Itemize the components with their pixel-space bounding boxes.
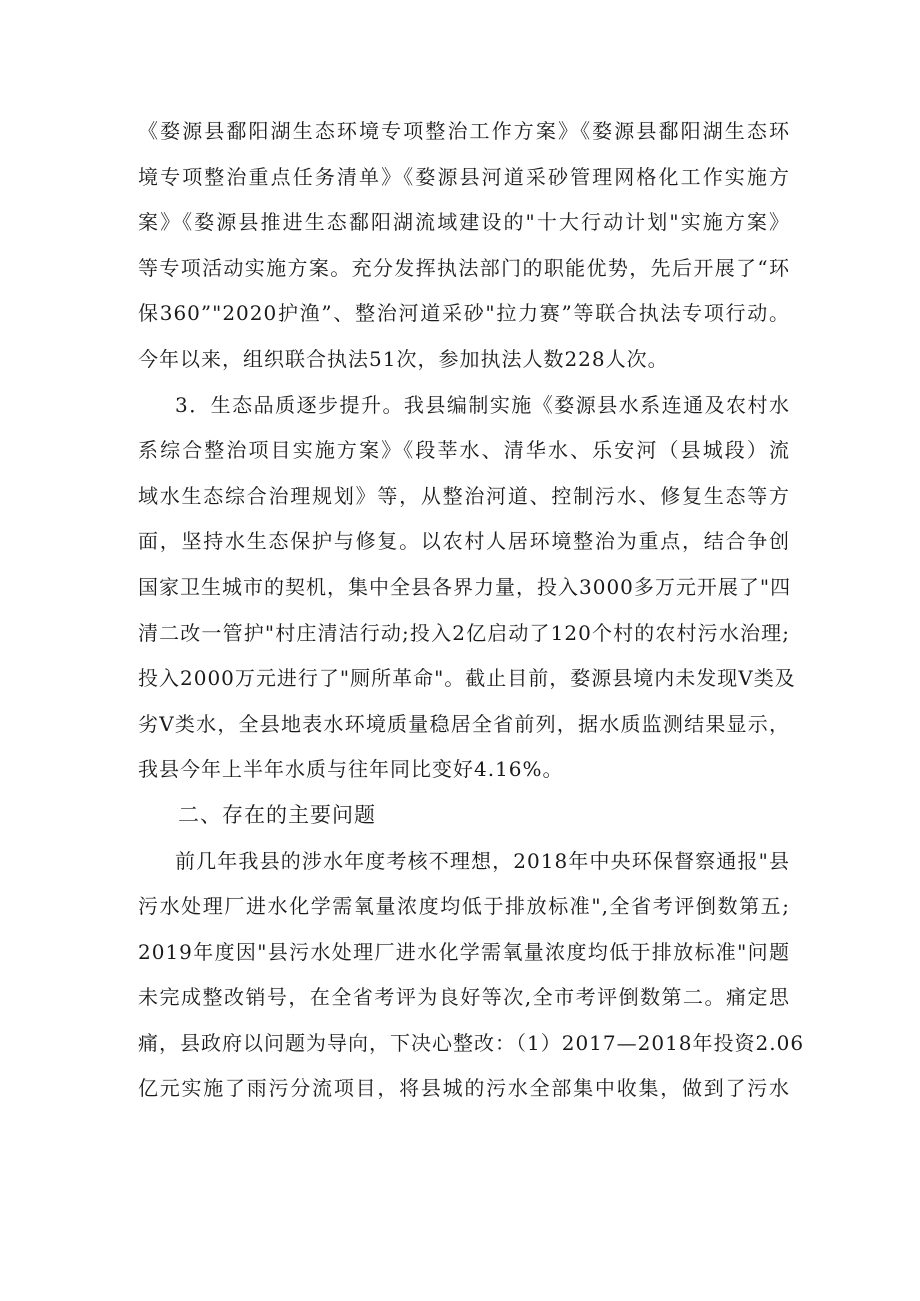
text-line: 2019年度因"县污水处理厂进水化学需氧量浓度均低于排放标准"问题 xyxy=(138,939,790,964)
text-line: 面，坚持水生态保护与修复。以农村人居环境整治为重点，结合争创 xyxy=(138,529,790,554)
text-line: 我县今年上半年水质与往年同比变好4.16%。 xyxy=(138,757,564,782)
paragraph-1 xyxy=(138,109,790,383)
text-line: 境专项整治重点任务清单》《婺源县河道采砂管理网格化工作实施方 xyxy=(138,164,790,189)
section-heading: 二、存在的主要问题 xyxy=(178,802,376,827)
text-line: 今年以来，组织联合执法51次，参加执法人数228人次。 xyxy=(138,346,669,371)
text-line: 国家卫生城市的契机，集中全县各界力量，投入3000多万元开展了"四 xyxy=(138,574,792,599)
text-line: 清二改一管护"村庄清洁行动;投入2亿启动了120个村的农村污水治理; xyxy=(138,620,790,645)
text-line: 域水生态综合治理规划》等，从整治河道、控制污水、修复生态等方 xyxy=(138,483,790,508)
text-line: 痛，县政府以问题为导向，下决心整改：（1）2017—2018年投资2.06 xyxy=(138,1030,805,1055)
text-line: 3．生态品质逐步提升。我县编制实施《婺源县水系连通及农村水 xyxy=(175,392,790,417)
document-body xyxy=(138,109,805,1112)
text-line: 污水处理厂进水化学需氧量浓度均低于排放标准",全省考评倒数第五; xyxy=(138,894,790,919)
paragraph-2 xyxy=(138,383,796,793)
text-line: 未完成整改销号，在全省考评为良好等次,全市考评倒数第二。痛定思 xyxy=(138,985,790,1010)
text-line: 劣V类水，全县地表水环境质量稳居全省前列，据水质监测结果显示， xyxy=(138,711,790,736)
text-line: 亿元实施了雨污分流项目，将县城的污水全部集中收集，做到了污水 xyxy=(138,1076,790,1101)
text-line: 系综合整治项目实施方案》《段莘水、清华水、乐安河（县城段）流 xyxy=(138,438,790,463)
text-line: 《婺源县鄱阳湖生态环境专项整治工作方案》《婺源县鄱阳湖生态环 xyxy=(138,119,790,143)
text-line: 等专项活动实施方案。充分发挥执法部门的职能优势，先后开展了“环 xyxy=(138,255,790,280)
paragraph-3 xyxy=(138,839,805,1113)
text-line: 案》《婺源县推进生态鄱阳湖流域建设的"十大行动计划"实施方案》 xyxy=(138,210,790,235)
text-line: 投入2000万元进行了"厕所革命"。截止目前，婺源县境内未发现V类及 xyxy=(138,666,796,691)
text-line: 保360”"2020护渔”、整治河道采砂"拉力赛”等联合执法专项行动。 xyxy=(138,301,790,326)
text-line: 前几年我县的涉水年度考核不理想，2018年中央环保督察通报"县 xyxy=(175,848,790,873)
